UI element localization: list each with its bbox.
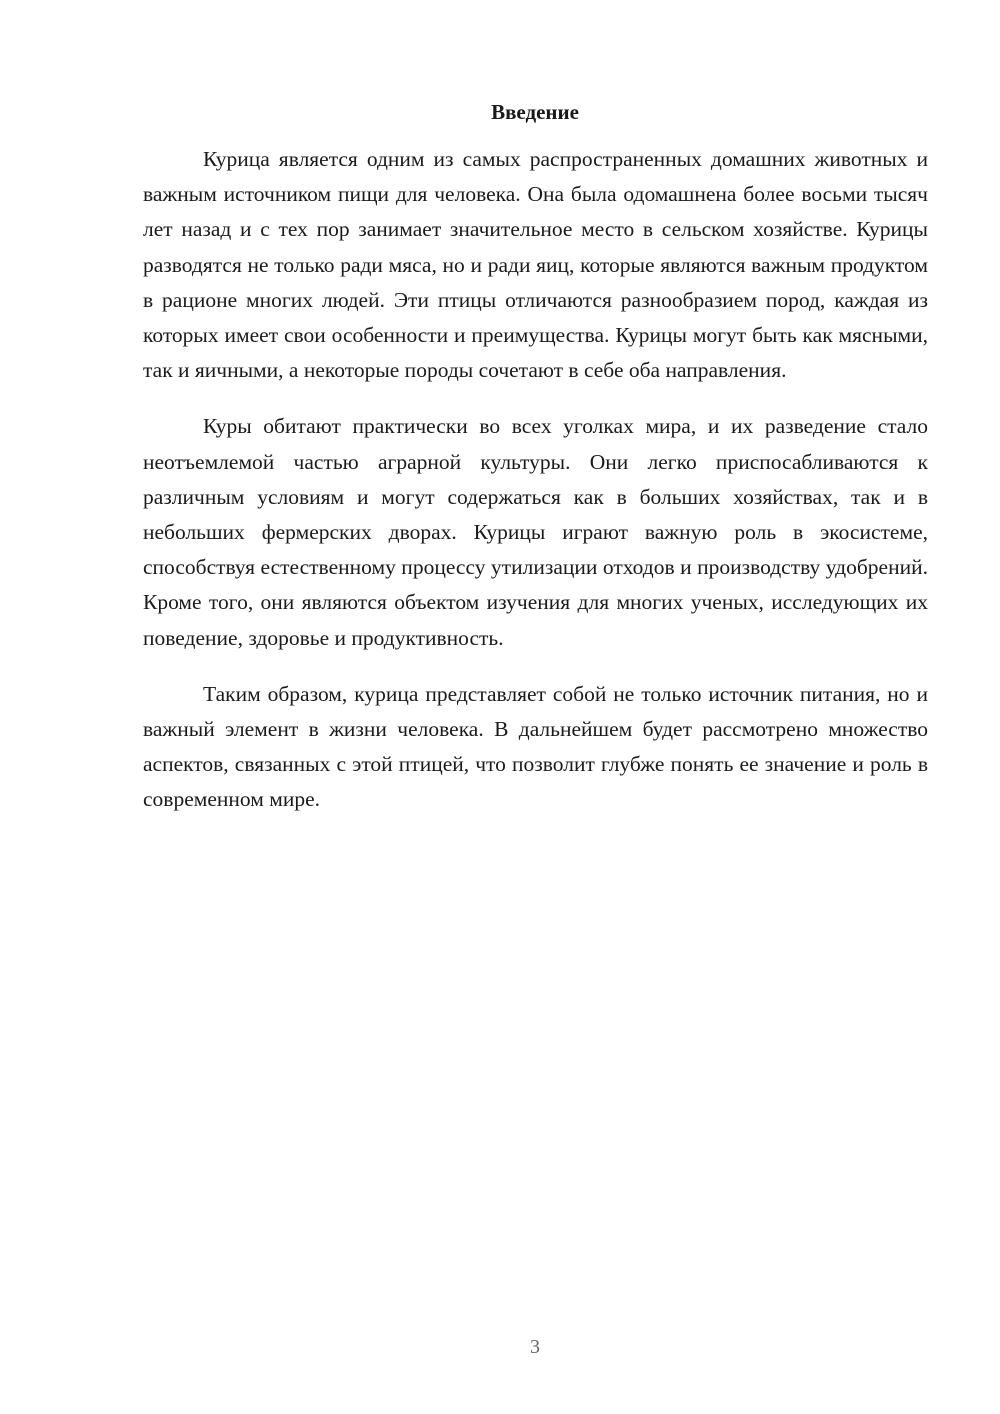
paragraph-2: Куры обитают практически во всех уголках мира, и их разведение стало неотъемлемой частью аграрной культуры. Они легко приспосабливаются к различным условиям и могут содержаться как в больших хозяйствах, так и в небольших фермерских дворах. Курицы играют важную роль в экосистеме, способствуя естественному процессу утилизации отходов и производству удобрений. Кроме того, они являются объектом изучения для многих ученых, исследующих их поведение, здоровье и продуктивность. [143,414,928,650]
section-title: Введение [491,100,579,124]
paragraph-3: Таким образом, курица представляет собой не только источник питания, но и важный элемент в жизни человека. В дальнейшем будет рассмотрено множество аспектов, связанных с этой птицей, что позволит глубже понять ее значение и роль в современном мире. [143,681,928,812]
document-body [143,142,928,818]
page-number: 3 [530,1336,540,1358]
paragraph-1: Курица является одним из самых распространенных домашних животных и важным источником пищи для человека. Она была одомашнена более восьми тысяч лет назад и с тех пор занимает значительное место в сельском хозяйстве. Курицы разводятся не только ради мяса, но и ради яиц, которые являются важным продуктом в рационе многих людей. Эти птицы отличаются разнообразием пород, каждая из которых имеет свои особенности и преимущества. Курицы могут быть как мясными, так и яичными, а некоторые породы сочетают в себе оба направления. [143,147,928,383]
